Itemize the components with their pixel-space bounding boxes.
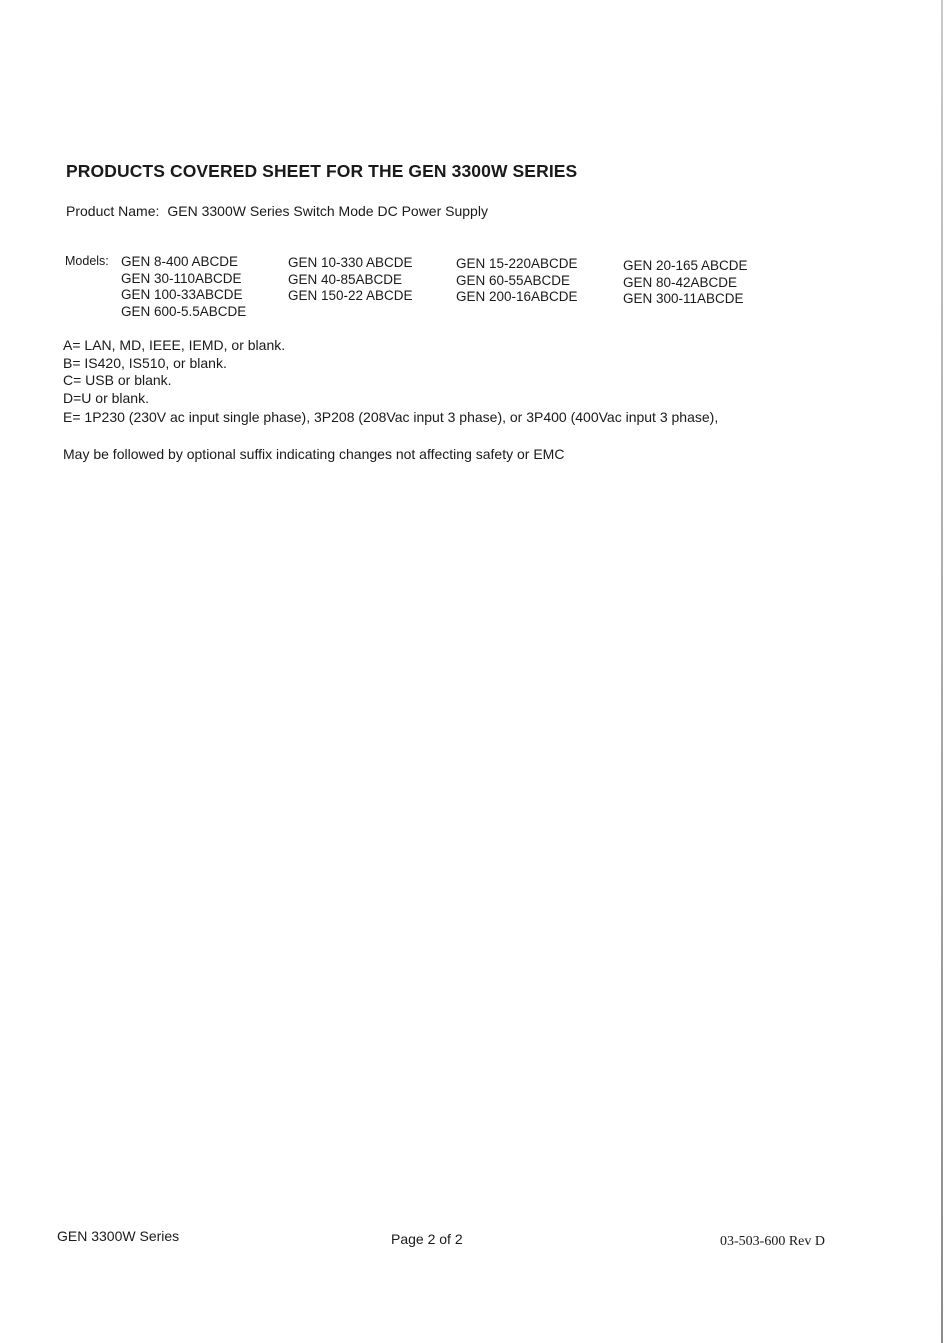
option-e-definition: E= 1P230 (230V ac input single phase), 3P208 (208Vac input 3 phase), or 3P400 (400Vac input 3 phase), — [63, 409, 719, 425]
model-item: GEN 20-165 ABCDE — [623, 258, 748, 273]
model-item: GEN 40-85ABCDE — [288, 271, 403, 287]
models-column-3 — [456, 256, 578, 306]
model-item: GEN 10-330 ABCDE — [288, 255, 413, 270]
product-name-value: GEN 3300W Series Switch Mode DC Power Supply — [167, 203, 488, 219]
model-item: GEN 80-42ABCDE — [623, 274, 738, 290]
footer-page-number: Page 2 of 2 — [391, 1231, 463, 1247]
model-item: GEN 30-110ABCDE — [121, 270, 242, 286]
models-label: Models: — [65, 254, 109, 268]
footer-document-number: 03-503-600 Rev D — [720, 1234, 825, 1249]
model-item: GEN 15-220ABCDE — [456, 256, 578, 271]
option-b-definition: B= IS420, IS510, or blank. — [63, 355, 227, 371]
model-item: GEN 100-33ABCDE — [121, 287, 243, 302]
model-item: GEN 300-11ABCDE — [623, 291, 744, 306]
models-column-4 — [623, 258, 748, 308]
scan-edge-line — [941, 0, 943, 1343]
product-name-line — [66, 203, 488, 219]
option-d-definition: D=U or blank. — [63, 390, 149, 406]
model-item: GEN 150-22 ABCDE — [288, 288, 413, 303]
option-c-definition: C= USB or blank. — [63, 372, 172, 388]
model-item: GEN 600-5.5ABCDE — [121, 303, 247, 319]
models-column-2 — [288, 255, 413, 305]
page-title: PRODUCTS COVERED SHEET FOR THE GEN 3300W SERIES — [66, 161, 578, 181]
option-a-definition: A= LAN, MD, IEEE, IEMD, or blank. — [63, 337, 286, 353]
models-column-1 — [121, 254, 246, 320]
suffix-note: May be followed by optional suffix indicating changes not affecting safety or EMC — [63, 446, 565, 462]
model-item: GEN 60-55ABCDE — [456, 272, 571, 288]
product-name-label: Product Name: — [66, 203, 160, 219]
footer-series-name: GEN 3300W Series — [57, 1228, 180, 1244]
model-item: GEN 8-400 ABCDE — [121, 254, 239, 269]
model-item: GEN 200-16ABCDE — [456, 289, 578, 304]
